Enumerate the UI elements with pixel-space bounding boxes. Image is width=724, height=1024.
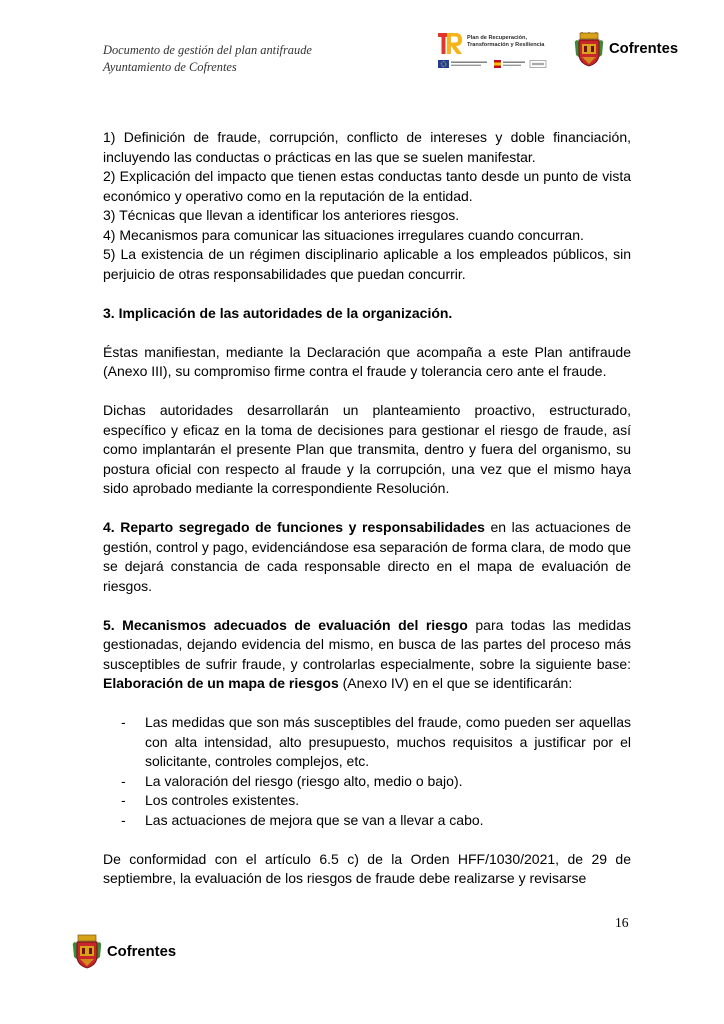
page-body (103, 128, 631, 889)
section-heading: 4. Reparto segregado de funciones y responsabilidades (103, 519, 485, 535)
paragraph: De conformidad con el artículo 6.5 c) de la Orden HFF/1030/2021, de 29 de septiembre, la evaluación de los riesgos de fraude debe realizarse y revisarse (103, 850, 631, 886)
document-header (103, 42, 312, 76)
recovery-plan-logo (437, 31, 557, 71)
recovery-plan-text: Plan de Recuperación, Transformación y Resiliencia (467, 35, 545, 49)
cofrentes-crest-icon (574, 32, 604, 67)
paragraph: Éstas manifiestan, mediante la Declaración que acompaña a este Plan antifraude (Anexo III), su compromiso firme contra el fraude y tolerancia cero ante el fraude. (103, 343, 631, 379)
brand-name-header: Cofrentes (609, 41, 679, 57)
list-item: - Las medidas que son más susceptibles del fraude, como pueden ser aquellas con alta intensidad, alto presupuesto, muchos requisitos a justificar por el solicitante, controles complejos, etc. (121, 714, 631, 769)
bullet-list (103, 713, 631, 830)
list-item: - La valoración del riesgo (riesgo alto, medio o bajo). (121, 772, 463, 789)
section-heading: 3. Implicación de las autoridades de la organización. (103, 304, 453, 321)
page-number: 16 (615, 915, 629, 930)
tr-logo-icon (437, 31, 463, 61)
list-item: - Las actuaciones de mejora que se van a llevar a cabo. (121, 811, 484, 828)
paragraph: Dichas autoridades desarrollarán un planteamiento proactivo, estructurado, específico y eficaz en la toma de decisiones para gestionar el riesgo de fraude, así como implantarán el presente Plan que transmita, dentro y fuera del organismo, su postura oficial con respecto al fraude y la corrupción, una vez que el mismo haya sido aprobado mediante la correspondiente Resolución. (103, 402, 631, 496)
brand-name-footer: Cofrentes (107, 944, 177, 960)
paragraph: 2) Explicación del impacto que tienen estas conductas tanto desde un punto de vista económico y operativo como en la reputación de la entidad. (103, 168, 631, 204)
paragraph: 4) Mecanismos para comunicar las situaciones irregulares cuando concurran. (103, 226, 584, 243)
paragraph: 5. Mecanismos adecuados de evaluación del riesgo para todas las medidas gestionadas, dejando evidencia del mismo, en busca de las partes del proceso más susceptibles de sufrir fraude, y controlarlas especialmente, sobre la siguiente base: Elaboración de un mapa de riesgos (Anexo IV) en el que se identificarán: (103, 616, 632, 691)
paragraph: 4. Reparto segregado de funciones y responsabilidades en las actuaciones de gestión, control y pago, evidenciándose esa separación de forma clara, de modo que se dejará constancia de cada responsable directo en el mapa de evaluación de riesgos. (103, 519, 631, 594)
inline-bold-term: Elaboración de un mapa de riesgos (103, 675, 339, 691)
cofrentes-crest-footer-icon (72, 934, 102, 969)
document-title: Documento de gestión del plan antifraude (103, 43, 312, 57)
list-item: - Los controles existentes. (121, 792, 300, 808)
document-subtitle: Ayuntamiento de Cofrentes (103, 60, 237, 74)
section-heading: 5. Mecanismos adecuados de evaluación del riesgo (103, 616, 468, 633)
eu-funding-logos-icon (438, 60, 548, 68)
paragraph: 1) Definición de fraude, corrupción, conflicto de intereses y doble financiación, incluyendo las conductas o prácticas en las que se suelen manifestar. (103, 129, 631, 165)
paragraph: 3) Técnicas que llevan a identificar los anteriores riesgos. (103, 207, 460, 223)
paragraph: 5) La existencia de un régimen disciplinario aplicable a los empleados públicos, sin perjuicio de otras responsabilidades que puedan concurrir. (103, 246, 631, 282)
